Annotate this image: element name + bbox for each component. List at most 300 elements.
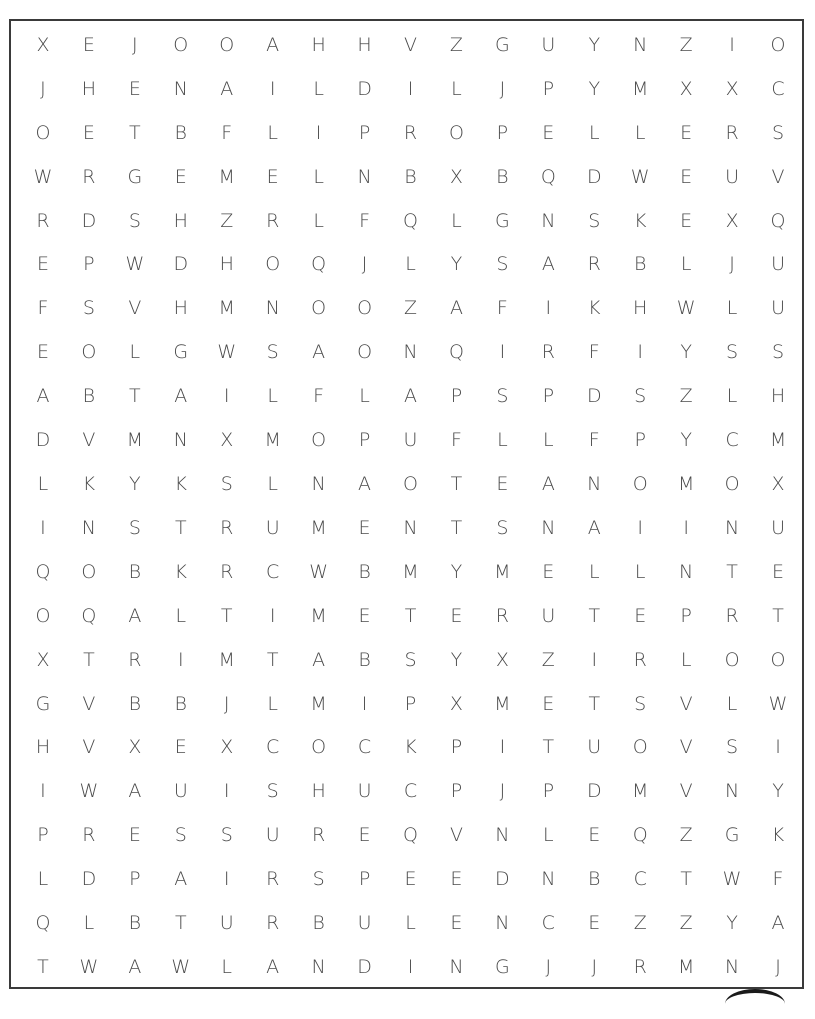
letter-cell[interactable]: S (771, 121, 785, 144)
letter-cell[interactable]: I (40, 780, 46, 803)
letter-cell[interactable]: T (726, 560, 738, 583)
letter-cell[interactable]: B (128, 560, 142, 583)
letter-cell[interactable]: T (129, 385, 141, 408)
letter-cell[interactable]: T (450, 473, 463, 496)
letter-cell[interactable]: T (542, 736, 555, 759)
letter-cell[interactable]: T (588, 692, 601, 715)
letter-cell[interactable]: M (218, 297, 235, 320)
letter-cell[interactable]: E (174, 736, 187, 759)
letter-cell[interactable]: O (770, 648, 786, 671)
letter-cell[interactable]: Q (311, 253, 327, 276)
letter-cell[interactable]: X (36, 648, 50, 671)
letter-cell[interactable]: U (265, 824, 280, 847)
letter-cell[interactable]: K (174, 560, 188, 583)
letter-cell[interactable]: L (175, 604, 187, 627)
letter-cell[interactable]: O (35, 121, 51, 144)
letter-cell[interactable]: A (771, 912, 785, 935)
letter-cell[interactable]: B (174, 692, 187, 715)
letter-cell[interactable]: M (769, 429, 787, 452)
letter-cell[interactable]: N (541, 868, 556, 891)
letter-cell[interactable]: Q (35, 912, 51, 935)
letter-cell[interactable]: E (266, 165, 279, 188)
letter-cell[interactable]: N (357, 165, 372, 188)
letter-cell[interactable]: R (266, 868, 280, 891)
letter-cell[interactable]: S (634, 692, 647, 715)
letter-cell[interactable]: T (174, 912, 187, 935)
letter-cell[interactable]: R (220, 516, 234, 539)
letter-cell[interactable]: A (36, 385, 50, 408)
letter-cell[interactable]: T (588, 604, 601, 627)
letter-cell[interactable]: O (357, 297, 373, 320)
letter-cell[interactable]: S (726, 341, 739, 364)
letter-cell[interactable]: N (541, 516, 556, 539)
letter-cell[interactable]: G (173, 341, 189, 364)
letter-cell[interactable]: E (680, 209, 693, 232)
letter-cell[interactable]: D (357, 77, 372, 100)
letter-cell[interactable]: P (542, 780, 555, 803)
letter-cell[interactable]: N (495, 912, 510, 935)
letter-cell[interactable]: S (496, 253, 509, 276)
letter-cell[interactable]: L (267, 473, 278, 496)
letter-cell[interactable]: S (128, 516, 141, 539)
letter-cell[interactable]: G (495, 956, 510, 979)
letter-cell[interactable]: D (35, 429, 51, 452)
letter-cell[interactable]: T (37, 956, 49, 979)
letter-cell[interactable]: E (174, 165, 187, 188)
letter-cell[interactable]: B (82, 385, 96, 408)
letter-cell[interactable]: O (632, 736, 648, 759)
letter-cell[interactable]: V (82, 692, 96, 715)
letter-cell[interactable]: H (311, 33, 326, 56)
letter-cell[interactable]: L (543, 824, 554, 847)
letter-cell[interactable]: Z (679, 912, 693, 935)
letter-cell[interactable]: D (357, 956, 372, 979)
letter-cell[interactable]: K (82, 473, 96, 496)
letter-cell[interactable]: E (450, 868, 463, 891)
letter-cell[interactable]: S (312, 868, 325, 891)
letter-cell[interactable]: Y (588, 77, 601, 100)
letter-cell[interactable]: X (449, 165, 463, 188)
letter-cell[interactable]: L (588, 560, 600, 583)
letter-cell[interactable]: B (174, 121, 187, 144)
letter-cell[interactable]: O (311, 429, 327, 452)
letter-cell[interactable]: M (310, 516, 327, 539)
letter-cell[interactable]: U (219, 912, 234, 935)
letter-cell[interactable]: I (315, 121, 322, 144)
letter-cell[interactable]: V (679, 692, 693, 715)
letter-cell[interactable]: E (82, 121, 95, 144)
letter-cell[interactable]: U (587, 736, 602, 759)
letter-cell[interactable]: U (265, 516, 280, 539)
letter-cell[interactable]: J (729, 253, 735, 276)
letter-cell[interactable]: W (217, 341, 237, 364)
letter-cell[interactable]: L (726, 297, 738, 320)
letter-cell[interactable]: X (220, 429, 234, 452)
letter-cell[interactable]: T (404, 604, 417, 627)
letter-cell[interactable]: R (82, 165, 96, 188)
letter-cell[interactable]: T (680, 868, 692, 891)
letter-cell[interactable]: P (450, 780, 463, 803)
letter-cell[interactable]: A (220, 77, 234, 100)
letter-cell[interactable]: D (173, 253, 189, 276)
letter-cell[interactable]: U (771, 297, 785, 320)
letter-cell[interactable]: E (588, 824, 601, 847)
letter-cell[interactable]: K (633, 209, 647, 232)
letter-cell[interactable]: W (79, 780, 99, 803)
letter-cell[interactable]: T (450, 516, 463, 539)
letter-cell[interactable]: E (36, 341, 49, 364)
letter-cell[interactable]: L (680, 648, 692, 671)
letter-cell[interactable]: V (82, 429, 96, 452)
letter-cell[interactable]: Q (770, 209, 786, 232)
letter-cell[interactable]: A (587, 516, 601, 539)
letter-cell[interactable]: N (81, 516, 97, 539)
letter-cell[interactable]: I (269, 77, 276, 100)
letter-cell[interactable]: E (450, 912, 463, 935)
letter-cell[interactable]: M (126, 429, 144, 452)
letter-cell[interactable]: X (495, 648, 509, 671)
letter-cell[interactable]: R (541, 341, 555, 364)
letter-cell[interactable]: J (40, 77, 46, 100)
letter-cell[interactable]: C (266, 560, 280, 583)
letter-cell[interactable]: U (771, 253, 785, 276)
letter-cell[interactable]: R (725, 604, 739, 627)
letter-cell[interactable]: U (357, 912, 372, 935)
letter-cell[interactable]: J (223, 692, 230, 715)
letter-cell[interactable]: Y (129, 473, 141, 496)
letter-cell[interactable]: T (83, 648, 95, 671)
letter-cell[interactable]: E (680, 165, 693, 188)
letter-cell[interactable]: M (218, 648, 235, 671)
letter-cell[interactable]: L (451, 209, 462, 232)
letter-cell[interactable]: R (403, 121, 418, 144)
letter-cell[interactable]: A (128, 604, 142, 627)
letter-cell[interactable]: L (405, 912, 416, 935)
letter-cell[interactable]: L (634, 121, 646, 144)
letter-cell[interactable]: P (542, 77, 555, 100)
letter-cell[interactable]: O (724, 473, 740, 496)
letter-cell[interactable]: K (174, 473, 188, 496)
letter-cell[interactable]: W (309, 560, 328, 583)
letter-cell[interactable]: I (545, 297, 552, 320)
letter-cell[interactable]: U (725, 165, 740, 188)
letter-cell[interactable]: Z (679, 33, 693, 56)
letter-cell[interactable]: U (357, 780, 372, 803)
letter-cell[interactable]: P (634, 429, 646, 452)
letter-cell[interactable]: W (125, 253, 145, 276)
letter-cell[interactable]: N (173, 77, 188, 100)
letter-cell[interactable]: E (82, 33, 95, 56)
letter-cell[interactable]: I (499, 341, 506, 364)
letter-cell[interactable]: X (679, 77, 693, 100)
letter-cell[interactable]: R (725, 121, 739, 144)
letter-cell[interactable]: B (358, 648, 371, 671)
letter-cell[interactable]: I (177, 648, 184, 671)
letter-cell[interactable]: E (542, 692, 555, 715)
letter-cell[interactable]: E (542, 560, 555, 583)
letter-cell[interactable]: S (634, 385, 647, 408)
letter-cell[interactable]: G (495, 33, 510, 56)
letter-cell[interactable]: N (724, 516, 740, 539)
letter-cell[interactable]: V (128, 297, 142, 320)
letter-cell[interactable]: Y (772, 780, 784, 803)
letter-cell[interactable]: H (311, 780, 326, 803)
letter-cell[interactable]: L (37, 473, 49, 496)
letter-cell[interactable]: I (683, 516, 689, 539)
letter-cell[interactable]: M (494, 692, 511, 715)
letter-cell[interactable]: R (312, 824, 326, 847)
letter-cell[interactable]: I (361, 692, 368, 715)
letter-cell[interactable]: B (312, 912, 325, 935)
letter-cell[interactable]: O (81, 560, 97, 583)
letter-cell[interactable]: L (497, 429, 508, 452)
letter-cell[interactable]: W (768, 692, 788, 715)
letter-cell[interactable]: Y (450, 253, 463, 276)
letter-cell[interactable]: B (588, 868, 601, 891)
letter-cell[interactable]: A (312, 341, 326, 364)
letter-cell[interactable]: V (679, 780, 693, 803)
letter-cell[interactable]: Z (679, 385, 693, 408)
letter-cell[interactable]: W (33, 165, 53, 188)
letter-cell[interactable]: B (496, 165, 509, 188)
letter-cell[interactable]: G (495, 209, 510, 232)
letter-cell[interactable]: P (358, 868, 371, 891)
letter-cell[interactable]: L (313, 209, 324, 232)
letter-cell[interactable]: E (772, 560, 785, 583)
letter-cell[interactable]: I (637, 516, 643, 539)
letter-cell[interactable]: T (220, 604, 233, 627)
letter-cell[interactable]: F (588, 429, 600, 452)
letter-cell[interactable]: S (174, 824, 187, 847)
letter-cell[interactable]: E (496, 473, 509, 496)
letter-cell[interactable]: Y (588, 33, 601, 56)
letter-cell[interactable]: F (221, 121, 233, 144)
letter-cell[interactable]: D (586, 165, 602, 188)
letter-cell[interactable]: A (541, 473, 555, 496)
letter-cell[interactable]: C (633, 868, 647, 891)
letter-cell[interactable]: N (724, 956, 740, 979)
letter-cell[interactable]: E (404, 868, 417, 891)
letter-cell[interactable]: L (313, 77, 324, 100)
letter-cell[interactable]: N (449, 956, 464, 979)
letter-cell[interactable]: T (266, 648, 279, 671)
letter-cell[interactable]: S (726, 736, 739, 759)
letter-cell[interactable]: X (128, 736, 142, 759)
letter-cell[interactable]: R (587, 253, 601, 276)
letter-cell[interactable]: M (310, 692, 327, 715)
letter-cell[interactable]: J (499, 77, 506, 100)
letter-cell[interactable]: P (129, 868, 141, 891)
letter-cell[interactable]: Q (35, 560, 51, 583)
letter-cell[interactable]: C (771, 77, 785, 100)
letter-cell[interactable]: Z (220, 209, 234, 232)
letter-cell[interactable]: M (677, 473, 695, 496)
letter-cell[interactable]: A (266, 33, 280, 56)
letter-cell[interactable]: S (220, 473, 233, 496)
letter-cell[interactable]: U (541, 604, 556, 627)
letter-cell[interactable]: E (542, 121, 555, 144)
letter-cell[interactable]: L (83, 912, 95, 935)
letter-cell[interactable]: B (358, 560, 371, 583)
letter-cell[interactable]: I (223, 868, 230, 891)
letter-cell[interactable]: A (403, 385, 417, 408)
letter-cell[interactable]: E (358, 604, 371, 627)
letter-cell[interactable]: A (174, 385, 188, 408)
letter-cell[interactable]: E (588, 912, 601, 935)
letter-cell[interactable]: I (729, 33, 735, 56)
letter-cell[interactable]: L (726, 692, 738, 715)
letter-cell[interactable]: H (35, 736, 51, 759)
letter-cell[interactable]: R (36, 209, 50, 232)
letter-cell[interactable]: O (357, 341, 373, 364)
letter-cell[interactable]: G (127, 165, 143, 188)
letter-cell[interactable]: E (128, 77, 141, 100)
letter-cell[interactable]: P (450, 385, 463, 408)
letter-cell[interactable]: S (128, 209, 141, 232)
letter-cell[interactable]: F (588, 341, 600, 364)
letter-cell[interactable]: E (358, 824, 371, 847)
letter-cell[interactable]: S (82, 297, 95, 320)
letter-cell[interactable]: M (402, 560, 419, 583)
letter-cell[interactable]: N (403, 516, 418, 539)
letter-cell[interactable]: R (220, 560, 234, 583)
letter-cell[interactable]: I (223, 780, 230, 803)
letter-cell[interactable]: N (311, 956, 326, 979)
letter-cell[interactable]: A (266, 956, 280, 979)
letter-cell[interactable]: M (632, 77, 649, 100)
letter-cell[interactable]: U (403, 429, 418, 452)
letter-cell[interactable]: C (357, 736, 372, 759)
letter-cell[interactable]: S (266, 341, 279, 364)
letter-cell[interactable]: A (358, 473, 372, 496)
letter-cell[interactable]: W (676, 297, 696, 320)
letter-cell[interactable]: L (267, 385, 278, 408)
letter-cell[interactable]: I (499, 736, 506, 759)
letter-cell[interactable]: L (405, 253, 416, 276)
letter-cell[interactable]: C (725, 429, 739, 452)
letter-cell[interactable]: N (265, 297, 280, 320)
letter-cell[interactable]: O (403, 473, 418, 496)
letter-cell[interactable]: X (725, 77, 739, 100)
letter-cell[interactable]: P (37, 824, 49, 847)
letter-cell[interactable]: S (220, 824, 233, 847)
letter-cell[interactable]: V (449, 824, 463, 847)
letter-cell[interactable]: K (404, 736, 417, 759)
letter-cell[interactable]: A (128, 956, 142, 979)
letter-cell[interactable]: L (634, 560, 646, 583)
letter-cell[interactable]: L (588, 121, 600, 144)
letter-cell[interactable]: O (724, 648, 740, 671)
letter-cell[interactable]: M (264, 429, 281, 452)
letter-cell[interactable]: A (174, 868, 188, 891)
letter-cell[interactable]: S (496, 516, 509, 539)
letter-cell[interactable]: T (174, 516, 187, 539)
letter-cell[interactable]: Z (403, 297, 417, 320)
letter-cell[interactable]: X (220, 736, 234, 759)
letter-cell[interactable]: O (81, 341, 97, 364)
letter-cell[interactable]: P (450, 736, 463, 759)
letter-cell[interactable]: Y (726, 912, 738, 935)
letter-cell[interactable]: N (495, 824, 510, 847)
letter-cell[interactable]: J (545, 956, 552, 979)
letter-cell[interactable]: B (128, 912, 142, 935)
letter-cell[interactable]: L (543, 429, 554, 452)
letter-cell[interactable]: Y (680, 429, 692, 452)
letter-cell[interactable]: O (448, 121, 464, 144)
letter-cell[interactable]: E (358, 516, 371, 539)
letter-cell[interactable]: C (403, 780, 418, 803)
letter-cell[interactable]: J (132, 33, 138, 56)
letter-cell[interactable]: K (588, 297, 601, 320)
letter-cell[interactable]: L (267, 121, 278, 144)
letter-cell[interactable]: O (311, 297, 327, 320)
letter-cell[interactable]: X (725, 209, 739, 232)
letter-cell[interactable]: R (266, 209, 280, 232)
letter-cell[interactable]: H (633, 297, 648, 320)
letter-cell[interactable]: S (404, 648, 417, 671)
letter-cell[interactable]: Y (450, 648, 463, 671)
letter-cell[interactable]: I (223, 385, 230, 408)
letter-cell[interactable]: M (310, 604, 327, 627)
letter-cell[interactable]: U (771, 516, 785, 539)
letter-cell[interactable]: H (173, 297, 188, 320)
letter-cell[interactable]: B (633, 253, 647, 276)
letter-cell[interactable]: E (680, 121, 693, 144)
letter-cell[interactable]: L (680, 253, 692, 276)
letter-cell[interactable]: A (541, 253, 555, 276)
letter-cell[interactable]: F (359, 209, 371, 232)
letter-cell[interactable]: N (403, 341, 418, 364)
letter-cell[interactable]: X (771, 473, 785, 496)
letter-cell[interactable]: Z (449, 33, 463, 56)
letter-cell[interactable]: Q (403, 209, 418, 232)
letter-cell[interactable]: T (772, 604, 784, 627)
letter-cell[interactable]: I (269, 604, 276, 627)
letter-cell[interactable]: V (771, 165, 785, 188)
letter-cell[interactable]: J (499, 780, 506, 803)
letter-cell[interactable]: D (81, 868, 97, 891)
letter-cell[interactable]: D (81, 209, 97, 232)
letter-cell[interactable]: N (541, 209, 556, 232)
letter-cell[interactable]: I (407, 956, 414, 979)
letter-cell[interactable]: H (173, 209, 188, 232)
letter-cell[interactable]: U (541, 33, 556, 56)
letter-cell[interactable]: I (40, 516, 46, 539)
letter-cell[interactable]: S (588, 209, 601, 232)
letter-cell[interactable]: X (449, 692, 463, 715)
letter-cell[interactable]: Z (541, 648, 555, 671)
letter-cell[interactable]: O (35, 604, 51, 627)
letter-cell[interactable]: Q (448, 341, 464, 364)
letter-cell[interactable]: D (586, 385, 602, 408)
letter-cell[interactable]: M (218, 165, 235, 188)
letter-cell[interactable]: R (128, 648, 142, 671)
letter-cell[interactable]: B (404, 165, 417, 188)
letter-cell[interactable]: F (772, 868, 784, 891)
letter-cell[interactable]: R (633, 956, 647, 979)
letter-cell[interactable]: A (128, 780, 142, 803)
letter-cell[interactable]: E (634, 604, 647, 627)
letter-cell[interactable]: L (129, 341, 141, 364)
letter-cell[interactable]: F (450, 429, 462, 452)
letter-cell[interactable]: W (79, 956, 99, 979)
letter-cell[interactable]: N (633, 33, 648, 56)
letter-cell[interactable]: V (403, 33, 417, 56)
letter-cell[interactable]: B (128, 692, 142, 715)
letter-cell[interactable]: D (495, 868, 510, 891)
letter-cell[interactable]: M (632, 780, 649, 803)
letter-cell[interactable]: R (495, 604, 509, 627)
